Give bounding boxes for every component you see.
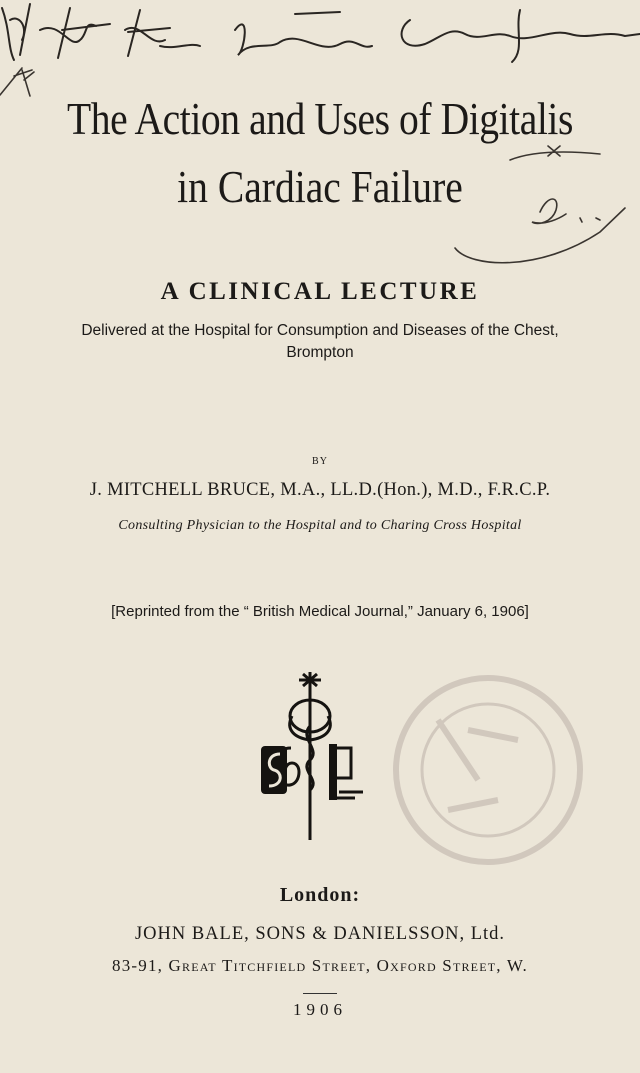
divider-rule bbox=[303, 993, 337, 994]
delivered-line-1: Delivered at the Hospital for Consumption and Diseases of the Chest, bbox=[81, 322, 559, 339]
by-label: BY bbox=[312, 456, 328, 467]
faded-library-stamp bbox=[378, 660, 598, 880]
title-line-2: in Cardiac Failure bbox=[177, 161, 463, 212]
author-affiliation: Consulting Physician to the Hospital and to Charing Cross Hospital bbox=[118, 518, 522, 533]
city-name: London: bbox=[279, 884, 361, 906]
author-name: J. MITCHELL BRUCE, M.A., LL.D.(Hon.), M.D., F.R.C.P. bbox=[89, 480, 551, 500]
title-line-1: The Action and Uses of Digitalis bbox=[67, 93, 573, 144]
publisher-emblem-icon bbox=[255, 668, 365, 848]
publisher-address: 83-91, Great Titchfield Street, Oxford Street, W. bbox=[112, 956, 528, 975]
subtitle: A CLINICAL LECTURE bbox=[160, 278, 480, 305]
pencil-marks bbox=[0, 0, 640, 300]
publisher-name: JOHN BALE, SONS & DANIELSSON, Ltd. bbox=[134, 924, 506, 944]
delivered-line-2: Brompton bbox=[286, 344, 354, 361]
reprint-note: [Reprinted from the “ British Medical Journal,” January 6, 1906] bbox=[111, 603, 529, 620]
publication-year: 1906 bbox=[293, 1000, 347, 1019]
